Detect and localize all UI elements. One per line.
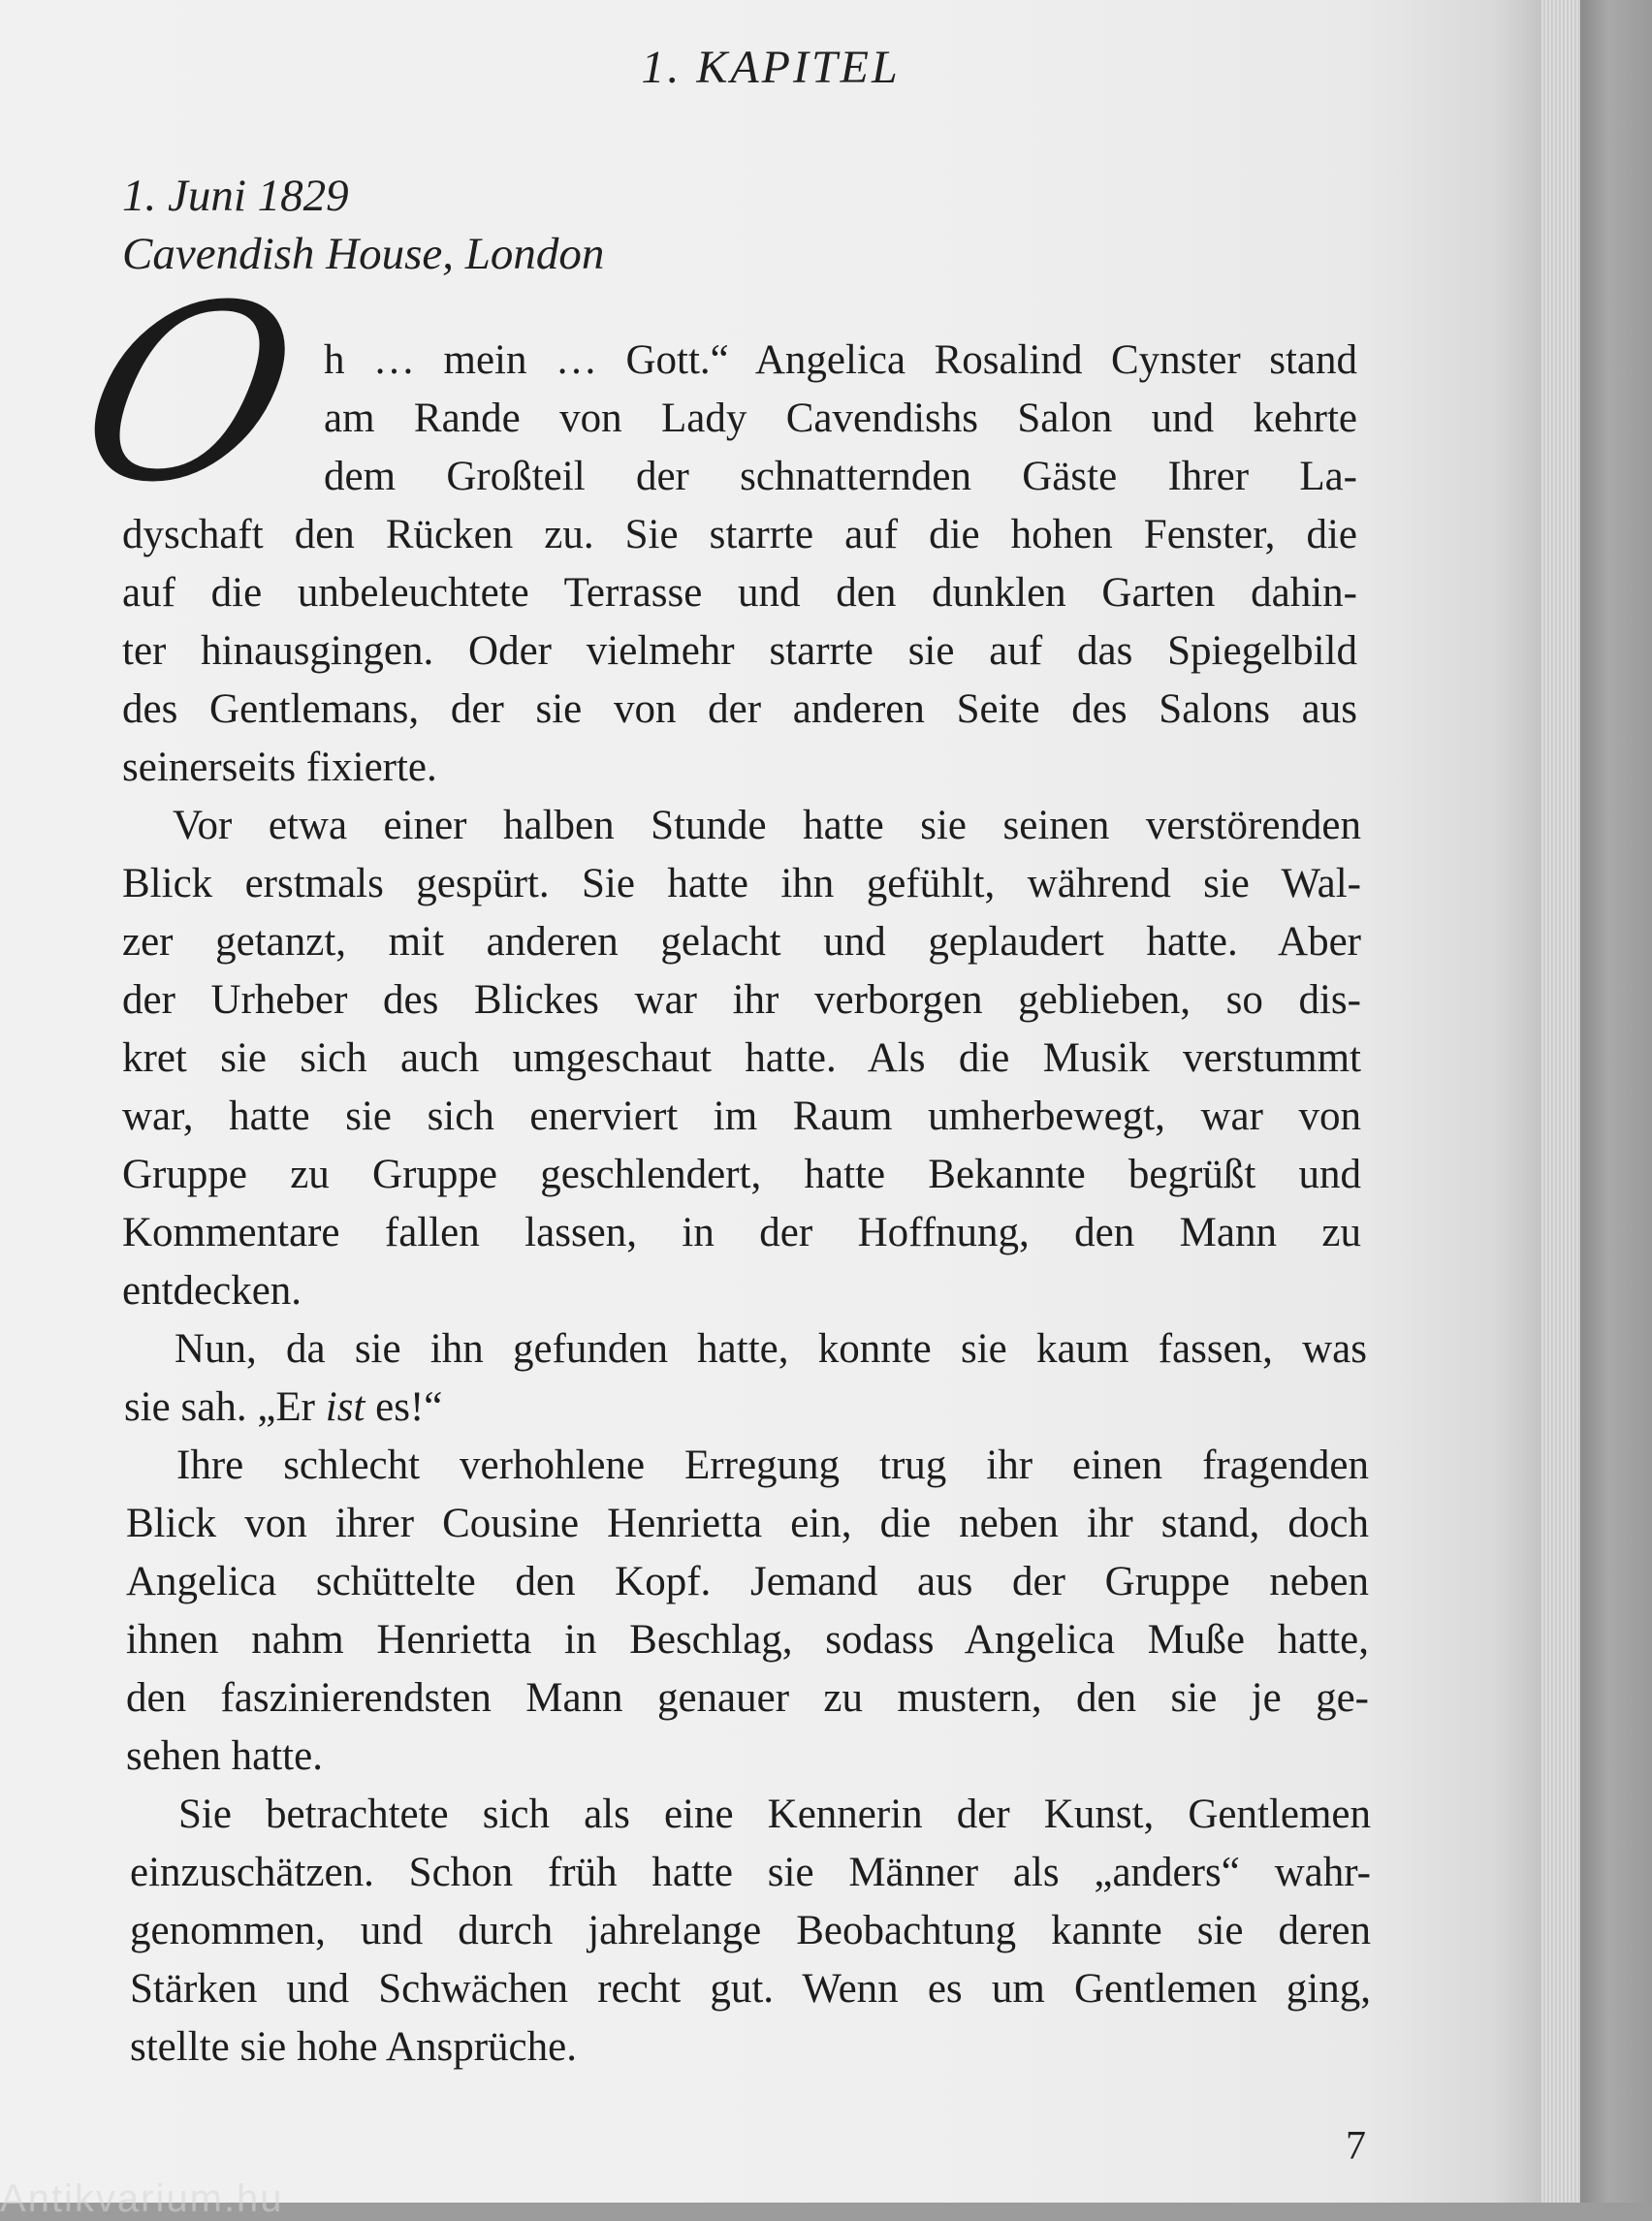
text-line: zer getanzt, mit anderen gelacht und geplaudert hatte. Aber (122, 919, 1361, 965)
text-line (124, 1379, 442, 1437)
text-line: auf die unbeleuchtete Terrasse und den dunklen Garten dahin- (122, 570, 1357, 616)
text-line: Blick von ihrer Cousine Henrietta ein, die neben ihr stand, doch (126, 1501, 1369, 1546)
text-line: h … mein … Gott.“ Angelica Rosalind Cynster stand (324, 337, 1357, 383)
text-line: war, hatte sie sich enerviert im Raum umherbewegt, war von (122, 1094, 1361, 1139)
text-line: am Rande von Lady Cavendishs Salon und kehrte (324, 396, 1357, 441)
text-line: Nun, da sie ihn gefunden hatte, konnte sie kaum fassen, was (175, 1326, 1367, 1372)
text-line: Blick erstmals gespürt. Sie hatte ihn gefühlt, während sie Wal- (122, 861, 1361, 906)
text-line: den faszinierendsten Mann genauer zu mustern, den sie je ge- (126, 1675, 1369, 1721)
text-line: Stärken und Schwächen recht gut. Wenn es um Gentlemen ging, (130, 1966, 1371, 2012)
text-line: kret sie sich auch umgeschaut hatte. Als die Musik verstummt (122, 1035, 1361, 1081)
watermark: Antikvarium.hu (0, 2177, 284, 2220)
page-edges (1541, 0, 1580, 2203)
text-line: entdecken. (122, 1268, 302, 1314)
text-line: Sie betrachtete sich als eine Kennerin der Kunst, Gentlemen (178, 1792, 1371, 1837)
text-line: einzuschätzen. Schon früh hatte sie Männer als „anders“ wahr- (130, 1850, 1371, 1895)
text-line: ihnen nahm Henrietta in Beschlag, sodass Angelica Muße hatte, (126, 1617, 1369, 1663)
text-line: des Gentlemans, der sie von der anderen Seite des Salons aus (122, 686, 1357, 732)
emphasis-text: ist (325, 1384, 365, 1430)
text-line: seinerseits fixierte. (122, 745, 437, 790)
text-run: es!“ (365, 1384, 443, 1430)
page-number: 7 (1346, 2124, 1366, 2169)
background-surface (1580, 0, 1652, 2203)
text-run: sie sah. „Er (124, 1384, 326, 1430)
text-line: genommen, und durch jahrelange Beobachtung kannte sie deren (130, 1908, 1371, 1953)
text-line: Angelica schüttelte den Kopf. Jemand aus der Gruppe neben (126, 1559, 1369, 1604)
text-line: sehen hatte. (126, 1733, 323, 1779)
text-line: ter hinausgingen. Oder vielmehr starrte sie auf das Spiegelbild (122, 628, 1357, 674)
text-line: stellte sie hohe Ansprüche. (130, 2024, 577, 2070)
chapter-place: Cavendish House, London (122, 229, 605, 279)
text-line: Gruppe zu Gruppe geschlendert, hatte Bekannte begrüßt und (122, 1152, 1361, 1197)
drop-cap-letter: O (59, 253, 319, 535)
chapter-date: 1. Juni 1829 (122, 171, 349, 221)
text-line: Ihre schlecht verhohlene Erregung trug ihr einen fragenden (176, 1443, 1369, 1488)
text-line: Vor etwa einer halben Stunde hatte sie seinen verstörenden (173, 803, 1361, 848)
text-line: der Urheber des Blickes war ihr verborgen geblieben, so dis- (122, 977, 1361, 1023)
chapter-heading: 1. KAPITEL (641, 42, 901, 93)
text-line: dyschaft den Rücken zu. Sie starrte auf die hohen Fenster, die (122, 512, 1357, 557)
text-line: dem Großteil der schnatternden Gäste Ihrer La- (324, 454, 1357, 499)
text-line: Kommentare fallen lassen, in der Hoffnung, den Mann zu (122, 1210, 1361, 1255)
